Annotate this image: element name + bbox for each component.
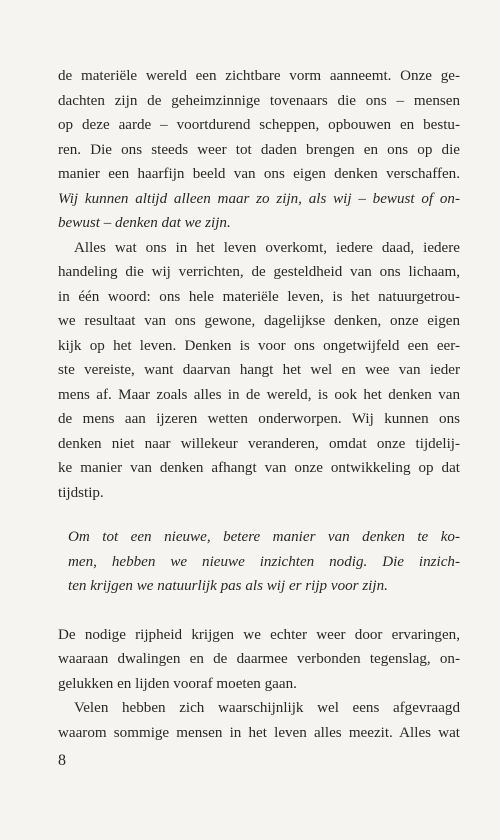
text-line: Velen hebben zich waarschijnlijk wel eens afgevraagd (74, 700, 460, 716)
quote-block (58, 525, 460, 599)
text-line: tijdstip. (58, 484, 104, 501)
text-line: denken niet naar willekeur veranderen, omdat onze tijdelij- (58, 435, 460, 452)
text-line: Alles wat ons in het leven overkomt, iedere daad, iedere (74, 239, 460, 256)
paragraph-4 (58, 696, 460, 745)
italic-text-line: bewust – denken dat we zijn. (58, 215, 231, 231)
text-line: De nodige rijpheid krijgen we echter weer door ervaringen, (58, 626, 460, 643)
quote-line: men, hebben we nieuwe inzichten nodig. Die inzich- (68, 553, 460, 570)
text-line: waarom sommige mensen in het leven alles meezit. Alles wat (58, 724, 460, 741)
text-line: op deze aarde – voortdurend scheppen, opbouwen en bestu- (58, 117, 460, 133)
text-line: handeling die wij verrichten, de gesteldheid van ons lichaam, (58, 264, 460, 280)
text-line: we resultaat van ons gewone, dagelijkse denken, onze eigen (58, 313, 460, 329)
text-line: de mens aan ijzeren wetten onderworpen. Wij kunnen ons (58, 411, 460, 427)
text-line: kijk op het leven. Denken is voor ons ongetwijfeld een eer- (58, 337, 460, 354)
text-line: mens af. Maar zoals alles in de wereld, is ook het denken van (58, 386, 460, 403)
text-line: waaraan dwalingen en de daarmee verbonden tegenslag, on- (58, 651, 460, 667)
text-line: ke manier van denken afhangt van onze ontwikkeling op dat (58, 460, 460, 476)
text-line: manier een haarfijn beeld van ons eigen denken verschaffen. (58, 166, 460, 182)
text-line: de materiële wereld een zichtbare vorm aanneemt. Onze ge- (58, 68, 460, 84)
text-line: ren. Die ons steeds weer tot daden brengen en ons op die (58, 141, 460, 158)
italic-text-line: Wij kunnen altijd alleen maar zo zijn, als wij – bewust of on- (58, 190, 460, 207)
paragraph-3 (58, 623, 460, 697)
quote-line: ten krijgen we natuurlijk pas als wij er rijp voor zijn. (68, 578, 388, 594)
text-line: dachten zijn de geheimzinnige tovenaars die ons – mensen (58, 92, 460, 109)
text-line: gelukken en lijden vooraf moeten gaan. (58, 675, 297, 692)
text-line: ste vereiste, want daarvan hangt het wel en wee van ieder (58, 362, 460, 378)
page-number: 8 (58, 752, 66, 769)
paragraph-2 (58, 236, 460, 506)
paragraph-1 (58, 64, 460, 236)
body-text (58, 64, 460, 745)
text-line: in één woord: ons hele materiële leven, is het natuurgetrou- (58, 288, 460, 305)
quote-line: Om tot een nieuwe, betere manier van denken te ko- (68, 529, 460, 545)
